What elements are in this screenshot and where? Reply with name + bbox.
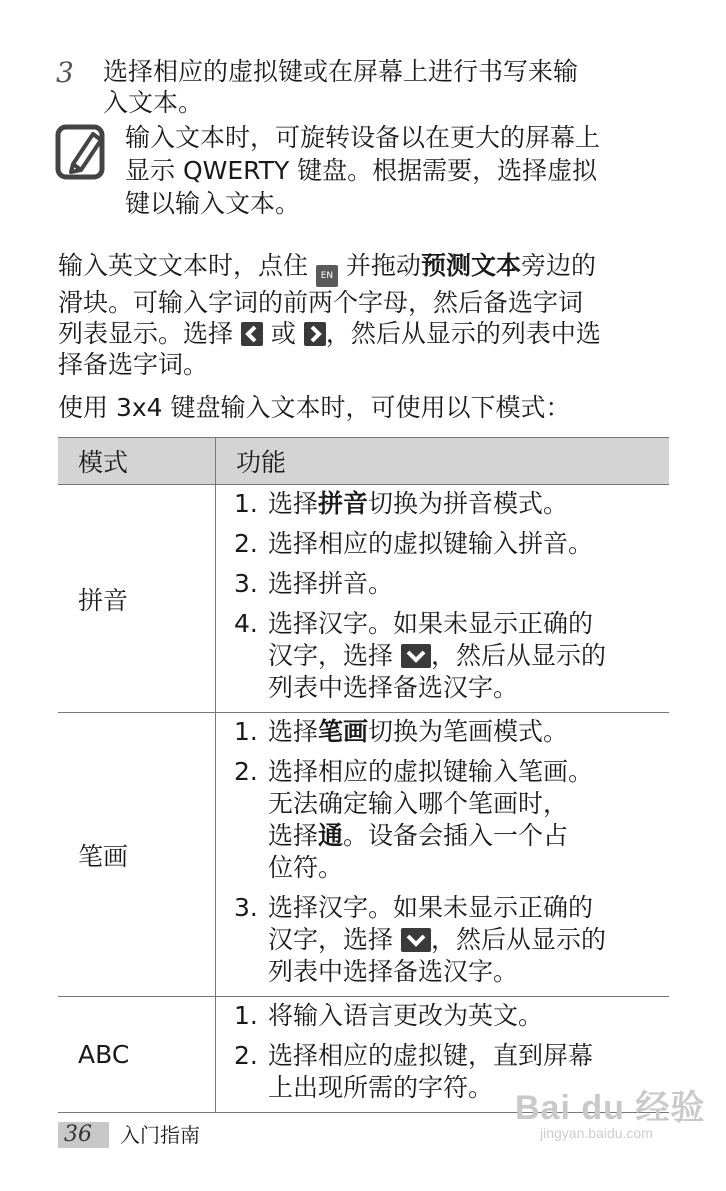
table-row: [58, 713, 669, 997]
en-key-icon: EN: [316, 265, 338, 287]
list-item: 3. 选择汉字。如果未显示正确的 汉字，选择 ，然后从显示的 列表中选择备选汉字。: [234, 893, 606, 986]
note-pencil-icon: [55, 124, 109, 182]
paragraph-predictive: 输入英文文本时，点住 EN 并拖动预测文本旁边的 滑块。可输入字词的前两个字母，然后备选字词 列表显示。选择 或 ，然后从显示的列表中选 择备选字词。: [58, 251, 601, 379]
page-number: 36: [58, 1122, 109, 1148]
chevron-down-icon: [401, 928, 431, 952]
mode-cell: ABC: [58, 997, 216, 1113]
list-item: 1. 将输入语言更改为英文。: [234, 1001, 544, 1030]
chevron-down-icon: [401, 644, 431, 668]
section-title: 入门指南: [120, 1123, 200, 1147]
function-cell: [216, 713, 670, 997]
step-number: 3: [56, 56, 74, 89]
arrow-right-icon: [304, 322, 326, 346]
table-row: [58, 485, 669, 713]
mode-cell: 笔画: [58, 713, 216, 997]
list-item: 1. 选择笔画切换为笔画模式。: [234, 717, 569, 746]
header-mode: 模式: [58, 438, 216, 485]
note-text: 输入文本时，可旋转设备以在更大的屏幕上 显示 QWERTY 键盘。根据需要，选择虚拟 键以输入文本。: [125, 123, 601, 218]
function-cell: [216, 485, 670, 713]
modes-table: [58, 437, 669, 1113]
baidu-watermark: Bai du 经验: [515, 1089, 706, 1127]
mode-cell: 拼音: [58, 485, 216, 713]
baidu-watermark-url: jingyan.baidu.com: [540, 1125, 653, 1141]
intro-text: 使用 3x4 键盘输入文本时，可使用以下模式：: [58, 393, 571, 422]
list-item: 2. 选择相应的虚拟键，直到屏幕 上出现所需的字符。: [234, 1041, 594, 1102]
list-item: 2. 选择相应的虚拟键输入笔画。 无法确定输入哪个笔画时， 选择通。设备会插入一个占 位符。: [234, 757, 594, 882]
arrow-left-icon: [241, 322, 263, 346]
list-item: 3. 选择拼音。: [234, 569, 394, 598]
list-item: 4. 选择汉字。如果未显示正确的 汉字，选择 ，然后从显示的 列表中选择备选汉字。: [234, 609, 606, 702]
list-item: 1. 选择拼音切换为拼音模式。: [234, 489, 569, 518]
step-text: 选择相应的虚拟键或在屏幕上进行书写来输 入文本。: [103, 57, 579, 117]
list-item: 2. 选择相应的虚拟键输入拼音。: [234, 529, 594, 558]
header-function: 功能: [216, 438, 670, 485]
